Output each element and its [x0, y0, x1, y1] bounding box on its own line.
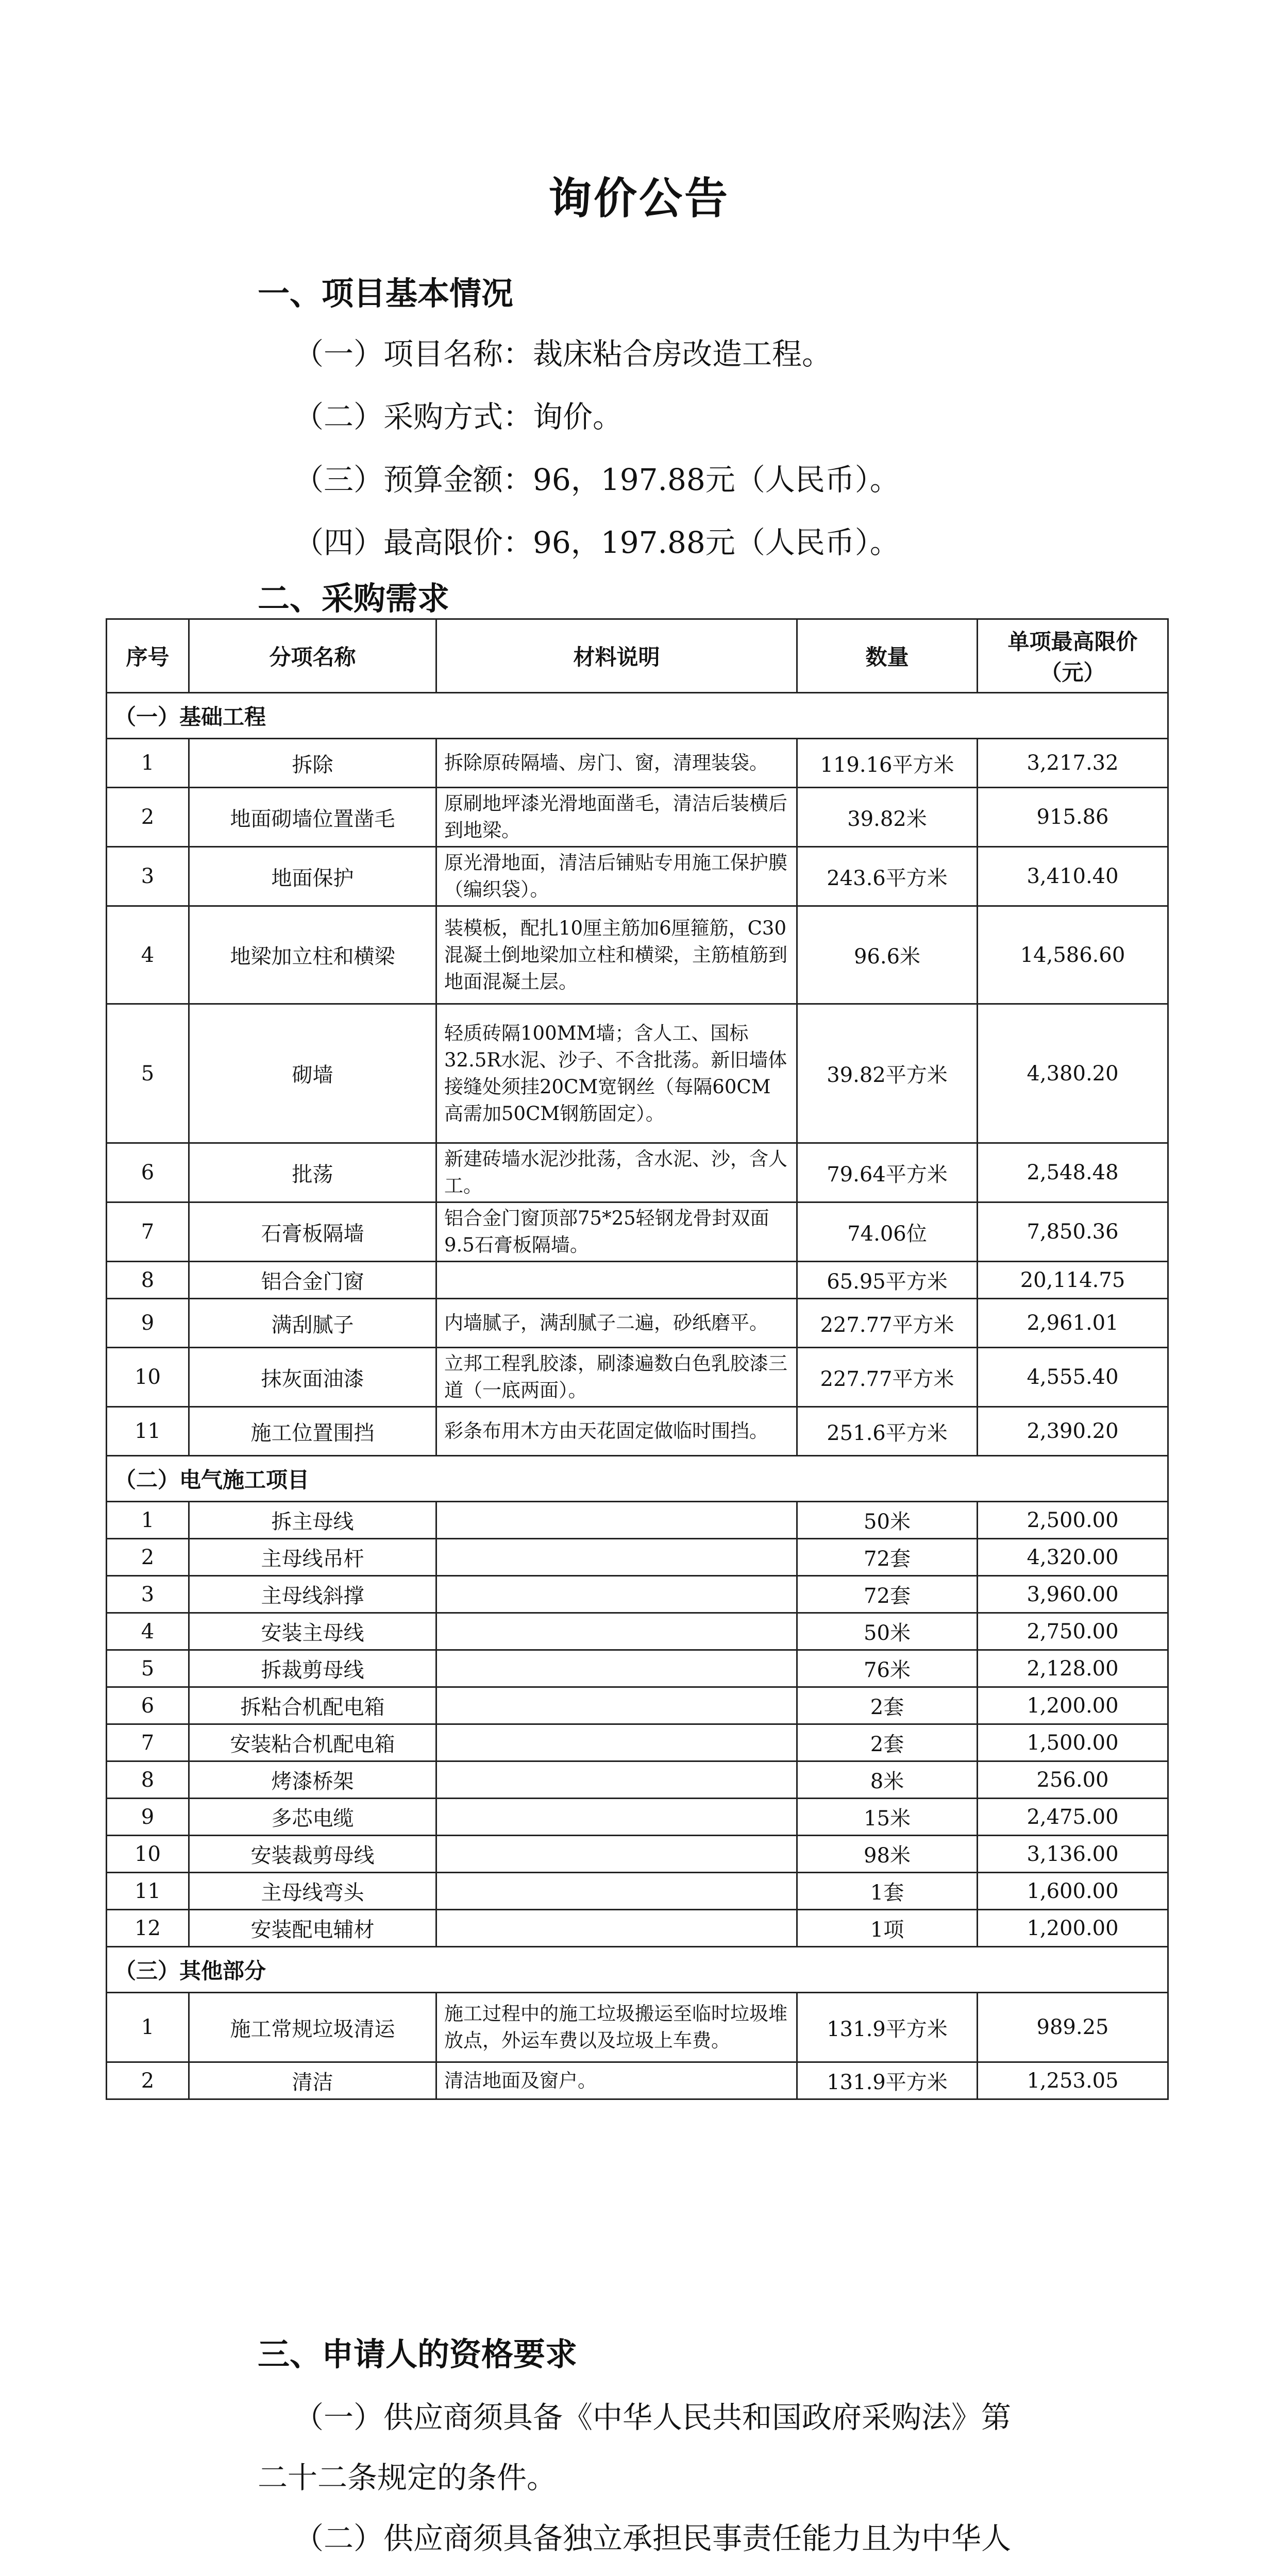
cell-material-desc — [436, 1262, 797, 1299]
cell-no: 2 — [107, 2062, 189, 2099]
table-group-row — [107, 1947, 1168, 1993]
table-row — [107, 1761, 1168, 1799]
cell-material-desc — [436, 1836, 797, 1873]
cell-quantity: 2套 — [797, 1724, 978, 1761]
cell-item-name: 安装粘合机配电箱 — [189, 1724, 436, 1761]
cell-material-desc: 原刷地坪漆光滑地面凿毛，清洁后装横后到地梁。 — [436, 788, 797, 847]
cell-quantity: 76米 — [797, 1650, 978, 1687]
cell-material-desc — [436, 1910, 797, 1947]
cell-item-name: 主母线吊杆 — [189, 1539, 436, 1576]
table-row — [107, 906, 1168, 1004]
cell-item-name: 安装主母线 — [189, 1613, 436, 1650]
cell-max-price: 4,380.20 — [978, 1004, 1168, 1143]
table-row — [107, 1202, 1168, 1262]
cell-material-desc — [436, 1539, 797, 1576]
section1-heading: 一、项目基本情况 — [258, 275, 514, 312]
qualification-2-line-a: （二）供应商须具备独立承担民事责任能力且为中华人 — [294, 2521, 1012, 2556]
cell-max-price: 2,500.00 — [978, 1502, 1168, 1539]
cell-item-name: 砌墙 — [189, 1004, 436, 1143]
cell-material-desc — [436, 1576, 797, 1613]
cell-quantity: 39.82米 — [797, 788, 978, 847]
cell-max-price: 7,850.36 — [978, 1202, 1168, 1262]
cell-quantity: 2套 — [797, 1687, 978, 1724]
cell-item-name: 安装裁剪母线 — [189, 1836, 436, 1873]
cell-item-name: 主母线斜撑 — [189, 1576, 436, 1613]
header-max-price: 单项最高限价（元） — [978, 619, 1168, 693]
cell-max-price: 4,320.00 — [978, 1539, 1168, 1576]
cell-quantity: 96.6米 — [797, 906, 978, 1004]
table-row — [107, 2062, 1168, 2099]
header-quantity: 数量 — [797, 619, 978, 693]
cell-no: 10 — [107, 1348, 189, 1407]
table-group-row — [107, 1456, 1168, 1502]
qualification-1-line-b: 二十二条规定的条件。 — [258, 2460, 557, 2495]
cell-quantity: 15米 — [797, 1799, 978, 1836]
cell-material-desc — [436, 1687, 797, 1724]
cell-no: 2 — [107, 788, 189, 847]
cell-max-price: 2,390.20 — [978, 1407, 1168, 1456]
table-row — [107, 1299, 1168, 1348]
cell-quantity: 251.6平方米 — [797, 1407, 978, 1456]
cell-quantity: 227.77平方米 — [797, 1348, 978, 1407]
table-row — [107, 1993, 1168, 2062]
cell-material-desc: 内墙腻子，满刮腻子二遍，砂纸磨平。 — [436, 1299, 797, 1348]
cell-quantity: 65.95平方米 — [797, 1262, 978, 1299]
cell-material-desc — [436, 1650, 797, 1687]
cell-material-desc: 拆除原砖隔墙、房门、窗，清理装袋。 — [436, 739, 797, 788]
table-row — [107, 1576, 1168, 1613]
group-label: （三）其他部分 — [107, 1947, 1168, 1993]
cell-quantity: 243.6平方米 — [797, 847, 978, 906]
table-row — [107, 1539, 1168, 1576]
cell-no: 7 — [107, 1724, 189, 1761]
cell-no: 3 — [107, 1576, 189, 1613]
cell-no: 11 — [107, 1873, 189, 1910]
table-row — [107, 1348, 1168, 1407]
budget-amount-line: （三）预算金额：96，197.88元（人民币）。 — [294, 462, 900, 497]
cell-quantity: 74.06位 — [797, 1202, 978, 1262]
cell-quantity: 131.9平方米 — [797, 1993, 978, 2062]
cell-max-price: 256.00 — [978, 1761, 1168, 1799]
cell-item-name: 拆除 — [189, 739, 436, 788]
cell-no: 5 — [107, 1004, 189, 1143]
cell-no: 6 — [107, 1143, 189, 1202]
table-row — [107, 1407, 1168, 1456]
cell-no: 9 — [107, 1799, 189, 1836]
cell-quantity: 50米 — [797, 1502, 978, 1539]
max-price-line: （四）最高限价：96，197.88元（人民币）。 — [294, 525, 900, 560]
cell-material-desc: 施工过程中的施工垃圾搬运至临时垃圾堆放点，外运车费以及垃圾上车费。 — [436, 1993, 797, 2062]
cell-item-name: 地面保护 — [189, 847, 436, 906]
cell-material-desc — [436, 1761, 797, 1799]
cell-item-name: 烤漆桥架 — [189, 1761, 436, 1799]
header-material-desc: 材料说明 — [436, 619, 797, 693]
table-row — [107, 1799, 1168, 1836]
cell-no: 7 — [107, 1202, 189, 1262]
cell-material-desc: 原光滑地面，清洁后铺贴专用施工保护膜（编织袋）。 — [436, 847, 797, 906]
cell-no: 10 — [107, 1836, 189, 1873]
cell-no: 5 — [107, 1650, 189, 1687]
cell-material-desc — [436, 1502, 797, 1539]
cell-no: 3 — [107, 847, 189, 906]
cell-material-desc: 装模板，配扎10厘主筋加6厘箍筋，C30混凝土倒地梁加立柱和横梁，主筋植筋到地面混凝土层。 — [436, 906, 797, 1004]
cell-material-desc — [436, 1799, 797, 1836]
cell-max-price: 1,600.00 — [978, 1873, 1168, 1910]
cell-item-name: 主母线弯头 — [189, 1873, 436, 1910]
section2-heading: 二、采购需求 — [258, 580, 450, 617]
table-row — [107, 1724, 1168, 1761]
cell-material-desc: 彩条布用木方由天花固定做临时围挡。 — [436, 1407, 797, 1456]
cell-no: 4 — [107, 1613, 189, 1650]
table-row — [107, 1910, 1168, 1947]
table-row — [107, 1650, 1168, 1687]
table-row — [107, 1836, 1168, 1873]
cell-material-desc: 清洁地面及窗户。 — [436, 2062, 797, 2099]
group-label: （二）电气施工项目 — [107, 1456, 1168, 1502]
cell-no: 6 — [107, 1687, 189, 1724]
cell-quantity: 119.16平方米 — [797, 739, 978, 788]
cell-quantity: 72套 — [797, 1539, 978, 1576]
cell-quantity: 1项 — [797, 1910, 978, 1947]
cell-max-price: 3,960.00 — [978, 1576, 1168, 1613]
cell-max-price: 4,555.40 — [978, 1348, 1168, 1407]
cell-material-desc — [436, 1873, 797, 1910]
table-row — [107, 1873, 1168, 1910]
cell-material-desc — [436, 1724, 797, 1761]
cell-quantity: 39.82平方米 — [797, 1004, 978, 1143]
cell-item-name: 批荡 — [189, 1143, 436, 1202]
cell-item-name: 拆主母线 — [189, 1502, 436, 1539]
cell-no: 8 — [107, 1262, 189, 1299]
cell-material-desc: 铝合金门窗顶部75*25轻钢龙骨封双面9.5石膏板隔墙。 — [436, 1202, 797, 1262]
cell-max-price: 20,114.75 — [978, 1262, 1168, 1299]
procurement-method-line: （二）采购方式：询价。 — [294, 399, 623, 434]
cell-max-price: 3,136.00 — [978, 1836, 1168, 1873]
table-header-row — [107, 619, 1168, 693]
cell-quantity: 8米 — [797, 1761, 978, 1799]
cell-quantity: 50米 — [797, 1613, 978, 1650]
table-body — [107, 693, 1168, 2099]
requirements-table — [106, 618, 1169, 2100]
cell-max-price: 3,410.40 — [978, 847, 1168, 906]
cell-item-name: 施工位置围挡 — [189, 1407, 436, 1456]
table-row — [107, 739, 1168, 788]
cell-item-name: 满刮腻子 — [189, 1299, 436, 1348]
cell-item-name: 施工常规垃圾清运 — [189, 1993, 436, 2062]
cell-max-price: 2,961.01 — [978, 1299, 1168, 1348]
table-row — [107, 788, 1168, 847]
cell-quantity: 79.64平方米 — [797, 1143, 978, 1202]
cell-max-price: 3,217.32 — [978, 739, 1168, 788]
qualification-1-line-a: （一）供应商须具备《中华人民共和国政府采购法》第 — [294, 2400, 1012, 2435]
cell-no: 1 — [107, 739, 189, 788]
cell-no: 8 — [107, 1761, 189, 1799]
cell-no: 11 — [107, 1407, 189, 1456]
cell-item-name: 地梁加立柱和横梁 — [189, 906, 436, 1004]
cell-max-price: 14,586.60 — [978, 906, 1168, 1004]
cell-max-price: 1,500.00 — [978, 1724, 1168, 1761]
cell-quantity: 72套 — [797, 1576, 978, 1613]
cell-item-name: 拆裁剪母线 — [189, 1650, 436, 1687]
cell-max-price: 915.86 — [978, 788, 1168, 847]
cell-item-name: 地面砌墙位置凿毛 — [189, 788, 436, 847]
cell-no: 9 — [107, 1299, 189, 1348]
table-row — [107, 1613, 1168, 1650]
cell-item-name: 抹灰面油漆 — [189, 1348, 436, 1407]
cell-item-name: 多芯电缆 — [189, 1799, 436, 1836]
cell-quantity: 1套 — [797, 1873, 978, 1910]
cell-max-price: 2,128.00 — [978, 1650, 1168, 1687]
cell-no: 12 — [107, 1910, 189, 1947]
cell-item-name: 清洁 — [189, 2062, 436, 2099]
cell-no: 4 — [107, 906, 189, 1004]
cell-material-desc: 轻质砖隔100MM墙；含人工、国标32.5R水泥、沙子、不含批荡。新旧墙体接缝处须挂20CM宽钢丝（每隔60CM高需加50CM钢筋固定）。 — [436, 1004, 797, 1143]
cell-quantity: 227.77平方米 — [797, 1299, 978, 1348]
table-row — [107, 1502, 1168, 1539]
header-no: 序号 — [107, 619, 189, 693]
cell-max-price: 1,200.00 — [978, 1910, 1168, 1947]
table-group-row — [107, 693, 1168, 739]
cell-max-price: 2,750.00 — [978, 1613, 1168, 1650]
group-label: （一）基础工程 — [107, 693, 1168, 739]
table-row — [107, 847, 1168, 906]
cell-max-price: 1,253.05 — [978, 2062, 1168, 2099]
cell-no: 1 — [107, 1993, 189, 2062]
cell-max-price: 2,548.48 — [978, 1143, 1168, 1202]
project-name-line: （一）项目名称：裁床粘合房改造工程。 — [294, 336, 832, 371]
cell-material-desc: 立邦工程乳胶漆，刷漆遍数白色乳胶漆三道（一底两面）。 — [436, 1348, 797, 1407]
cell-no: 1 — [107, 1502, 189, 1539]
header-item-name: 分项名称 — [189, 619, 436, 693]
cell-item-name: 安装配电辅材 — [189, 1910, 436, 1947]
cell-max-price: 989.25 — [978, 1993, 1168, 2062]
table-row — [107, 1687, 1168, 1724]
cell-item-name: 拆粘合机配电箱 — [189, 1687, 436, 1724]
table-row — [107, 1262, 1168, 1299]
cell-material-desc — [436, 1613, 797, 1650]
table-row — [107, 1143, 1168, 1202]
document-title: 询价公告 — [548, 173, 730, 224]
cell-max-price: 2,475.00 — [978, 1799, 1168, 1836]
cell-item-name: 铝合金门窗 — [189, 1262, 436, 1299]
table-row — [107, 1004, 1168, 1143]
cell-quantity: 131.9平方米 — [797, 2062, 978, 2099]
section3-heading: 三、申请人的资格要求 — [258, 2335, 578, 2373]
cell-max-price: 1,200.00 — [978, 1687, 1168, 1724]
cell-material-desc: 新建砖墙水泥沙批荡，含水泥、沙，含人工。 — [436, 1143, 797, 1202]
cell-item-name: 石膏板隔墙 — [189, 1202, 436, 1262]
cell-no: 2 — [107, 1539, 189, 1576]
cell-quantity: 98米 — [797, 1836, 978, 1873]
